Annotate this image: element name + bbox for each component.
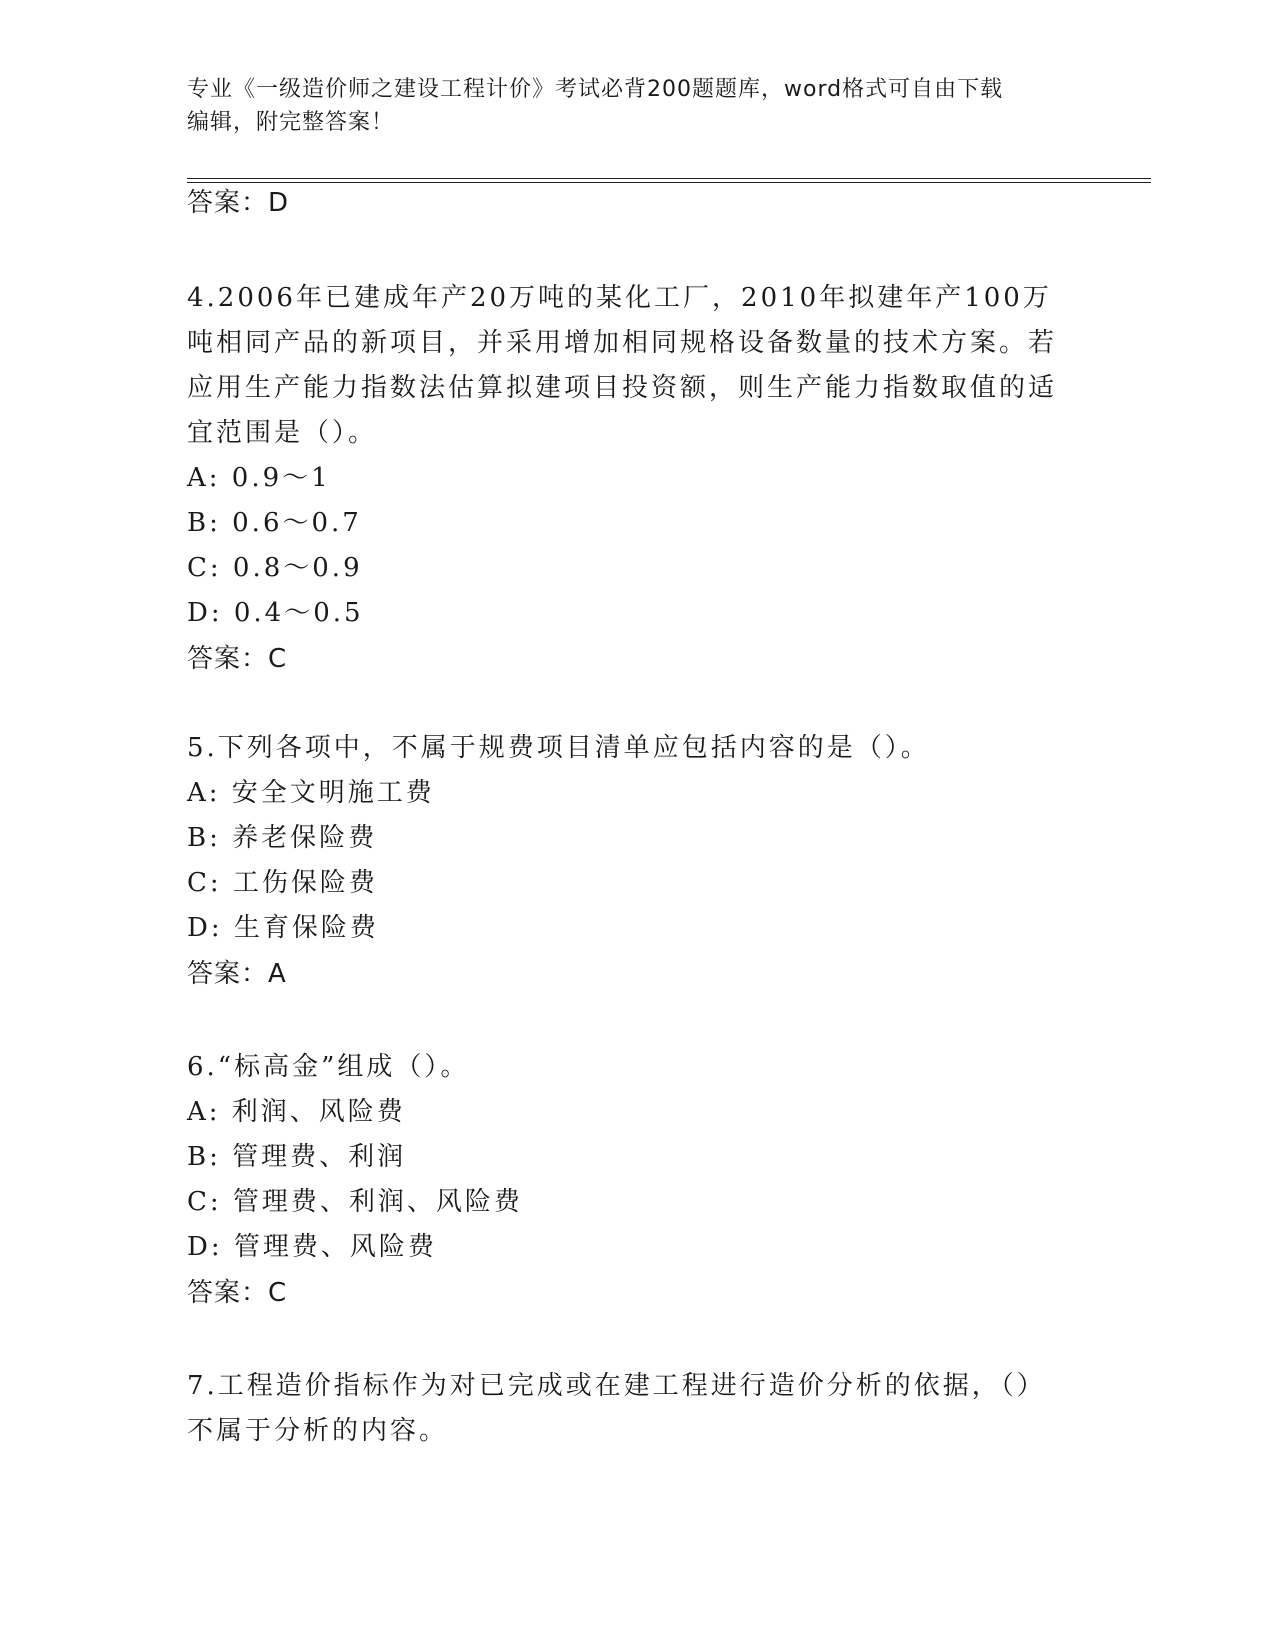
question-text: 6.“标高金”组成（）。 bbox=[187, 1052, 470, 1082]
question-text: 5.下列各项中，不属于规费项目清单应包括内容的是（）。 bbox=[187, 733, 930, 763]
question-text: 4.2006年已建成年产20万吨的某化工厂，2010年拟建年产100万吨相同产品的新项目，并采用增加相同规格设备数量的技术方案。若应用生产能力指数法估算拟建项目投资额，则生产能力指数取值的适宜范围是（）。 bbox=[187, 283, 1058, 448]
option-d: D: 生育保险费 bbox=[187, 913, 379, 943]
option-b: B: 养老保险费 bbox=[187, 823, 378, 853]
header-divider-bottom bbox=[187, 182, 1151, 183]
question-block-7 bbox=[187, 1364, 1057, 1454]
option-a: A: 0.9～1 bbox=[187, 463, 331, 493]
previous-answer-block bbox=[187, 186, 1067, 220]
answer-label: 答案：D bbox=[187, 188, 290, 218]
question-block-6 bbox=[187, 1045, 1067, 1310]
question-block-5 bbox=[187, 726, 1067, 991]
option-b: B: 管理费、利润 bbox=[187, 1142, 407, 1172]
answer-label: 答案：C bbox=[187, 1278, 288, 1308]
option-a: A: 利润、风险费 bbox=[187, 1097, 406, 1127]
option-a: A: 安全文明施工费 bbox=[187, 778, 435, 808]
answer-label: 答案：A bbox=[187, 959, 287, 989]
header-line-1: 专业《一级造价师之建设工程计价》考试必背200题题库，word格式可自由下载 bbox=[187, 77, 1004, 102]
header-line-2: 编辑，附完整答案！ bbox=[187, 110, 395, 135]
option-d: D: 管理费、风险费 bbox=[187, 1232, 437, 1262]
option-c: C: 0.8～0.9 bbox=[187, 553, 363, 583]
question-text: 7.工程造价指标作为对已完成或在建工程进行造价分析的依据，（）不属于分析的内容。 bbox=[187, 1371, 1046, 1446]
header-divider-top bbox=[187, 178, 1151, 179]
question-block-4 bbox=[187, 276, 1057, 676]
option-c: C: 管理费、利润、风险费 bbox=[187, 1187, 523, 1217]
answer-label: 答案：C bbox=[187, 644, 288, 674]
option-b: B: 0.6～0.7 bbox=[187, 508, 362, 538]
document-header bbox=[187, 73, 1087, 139]
option-d: D: 0.4～0.5 bbox=[187, 598, 364, 628]
option-c: C: 工伤保险费 bbox=[187, 868, 378, 898]
